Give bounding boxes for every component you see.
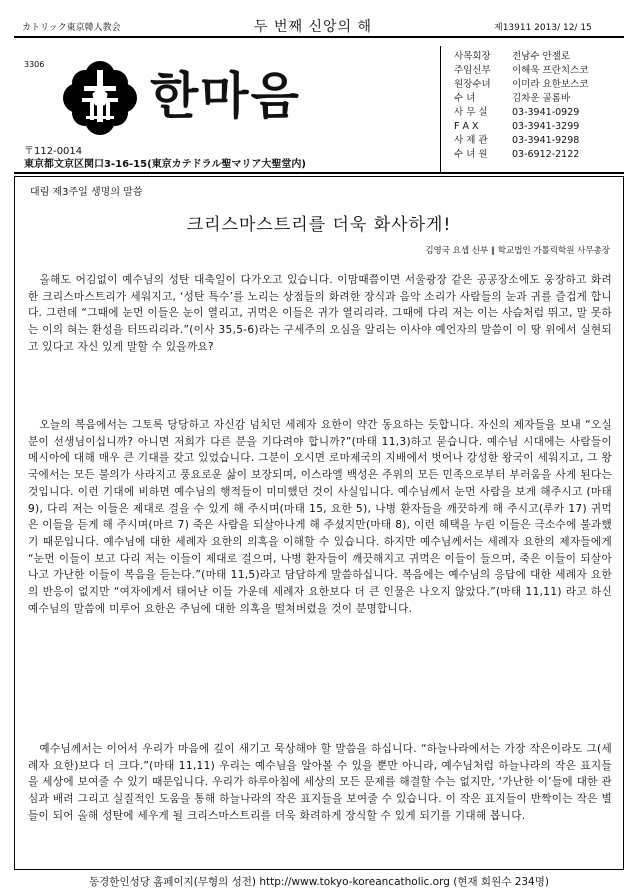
staff-row: [454, 120, 588, 134]
church-address: 東京都文京区関口3-16-15(東京カテドラル聖マリア大聖堂内): [24, 159, 306, 170]
staff-role: 원장수녀: [454, 79, 491, 90]
section-label: 대림 제3주일 생명의 말씀: [30, 187, 143, 198]
staff-value: 03-6912-2122: [512, 149, 580, 160]
article-paragraph: 올해도 어김없이 예수님의 성탄 대축일이 다가오고 있습니다. 이맘때쯤이면 서울광장 같은 공공장소에도 웅장하고 화려한 크리스마스트리가 세워지고, ‘성탄 특수’를 노리는 상점들의 화려한 장식과 음악 소리가 사람들의 눈과 귀를 즐겁게 합니다. 그런데 “그때에 눈먼 이들은 눈이 열리고, 귀먹은 이들은 귀가 열리리라. 그때에 다리 저는 이는 사슴처럼 뛰고, 말 못하는 이의 혀는 환성을 터뜨리리라.”(이사 35,5-6)라는 구세주의 오심을 알리는 이사야 예언자의 말씀이 이 땅 위에서 실현되고 있다고 자신 있게 말할 수 있을까요?: [28, 274, 612, 353]
staff-value: 03-3941-9298: [512, 135, 580, 146]
staff-role: F A X: [454, 121, 479, 132]
masthead-rule: [14, 172, 624, 174]
staff-value: 이미라 요한보스코: [512, 79, 589, 90]
staff-row: [454, 78, 588, 92]
issue-date: 제13911 2013/ 12/ 15: [494, 23, 592, 33]
staff-value: 전남수 안젤로: [512, 51, 571, 62]
staff-value: 이해욱 프란치스코: [512, 65, 589, 76]
masthead-divider: [440, 46, 441, 172]
staff-role: 수 녀 원: [454, 149, 488, 160]
postal-code: 〒112-0014: [24, 146, 83, 157]
masthead-title: 한마음: [150, 66, 301, 125]
footer-homepage: 동경한인성당 홈페이지(무형의 성전) http://www.tokyo-koreancatholic.org (현재 회원수 234명): [89, 876, 549, 888]
issue-code: 3306: [24, 60, 45, 69]
staff-role: 사 제 관: [454, 135, 488, 146]
staff-value: 03-3941-0929: [512, 107, 580, 118]
staff-directory: [454, 50, 588, 162]
staff-row: [454, 134, 588, 148]
staff-role: 사목회장: [454, 51, 491, 62]
staff-row: [454, 64, 588, 78]
staff-value: 김차운 골롬바: [512, 93, 571, 104]
staff-role: 사 무 실: [454, 107, 488, 118]
staff-role: 주임신부: [454, 65, 491, 76]
article-title: 크리스마스트리를 더욱 화사하게!: [186, 215, 452, 235]
church-logo-icon: [60, 58, 140, 138]
article-paragraph: 오늘의 복음에서는 그토록 당당하고 자신감 넘치던 세례자 요한이 약간 동요하는 듯합니다. 자신의 제자들을 보내 “오실 분이 선생님이십니까? 아니면 저희가 다른 분을 기다려야 합니까?”(마태 11,3)하고 묻습니다. 예수님 시대에는 사람들이 메시아에 대해 매우 큰 기대를 갖고 있었습니다. 그분이 오시면 로마제국의 지배에서 벗어나 강성한 왕국이 세워지고, 그 왕국에서는 모든 불의가 사라지고 풍요로운 삶이 보장되며, 이스라엘 백성은 주위의 모든 민족으로부터 부러움을 사게 된다는 것입니다. 이런 기대에 비하면 예수님의 행적들이 미미했던 것이 사실입니다. 예수님께서 눈먼 사람을 보게 해주시고 (마태 9), 다리 저는 이들은 제대로 걸을 수 있게 해 주시며(마태 15, 요한 5), 나병 환자들을 깨끗하게 해 주시고(루카 17) 귀먹은 이들을 듣게 해 주시며(마르 7) 죽은 사람을 되살아나게 해 주셨지만(마태 8), 이런 혜택을 누린 이들은 극소수에 불과했기 때문입니다. 예수님에 대한 세례자 요한의 의혹을 이해할 수 있습니다. 하지만 예수님께서는 세례자 요한의 제자들에게 “눈먼 이들이 보고 다리 저는 이들이 제대로 걸으며, 나병 환자들이 깨끗해지고 귀먹은 이들이 들으며, 죽은 이들이 되살아나고 가난한 이들이 복음을 듣는다.”(마태 11,5)라고 담담하게 말씀하십니다. 복음에는 예수님의 응답에 대한 세례자 요한의 반응이 없지만 “여자에게서 태어난 이들 가운데 세례자 요한보다 더 큰 인물은 나오지 않았다.”(마태 11,11) 라고 하신 예수님의 말씀에 미루어 요한은 주님에 대한 의혹을 떨쳐버렸을 것이 분명합니다.: [28, 419, 612, 615]
top-bar: [14, 18, 624, 34]
org-name-jp: カトリック東京韓人教会: [22, 23, 121, 33]
staff-row: [454, 92, 588, 106]
staff-value: 03-3941-3299: [512, 121, 580, 132]
series-title: 두 번째 신앙의 해: [254, 19, 373, 35]
top-rule: [14, 36, 624, 38]
staff-row: [454, 106, 588, 120]
staff-row: [454, 50, 588, 64]
staff-role: 수 녀: [454, 93, 476, 104]
article-byline: 김영국 요셉 신부 ∥ 학교법인 가톨릭학원 사무총장: [425, 246, 610, 256]
article-paragraph: 예수님께서는 이어서 우리가 마음에 깊이 새기고 묵상해야 할 말씀을 하십니다. “하늘나라에서는 가장 작은이라도 그(세례자 요한)보다 더 크다.”(마태 11,11) 우리는 예수님을 알아볼 수 있을 뿐만 아니라, 예수님처럼 하늘나라의 작은 표지들을 세상에 보여줄 수 있기 때문입니다. 우리가 하루아침에 세상의 모든 문제를 해결할 수는 없지만, ‘가난한 이’들에 대한 관심과 배려 그리고 실질적인 도움을 통해 하늘나라의 작은 표지들을 보여줄 수 있습니다. 이 작은 표지들이 반짝이는 작은 별들이 되어 올해 성탄에 세우게 될 크리스마스트리를 더욱 화려하게 장식할 수 있게 되기를 기대해 봅니다.: [28, 743, 612, 822]
staff-row: [454, 148, 588, 162]
